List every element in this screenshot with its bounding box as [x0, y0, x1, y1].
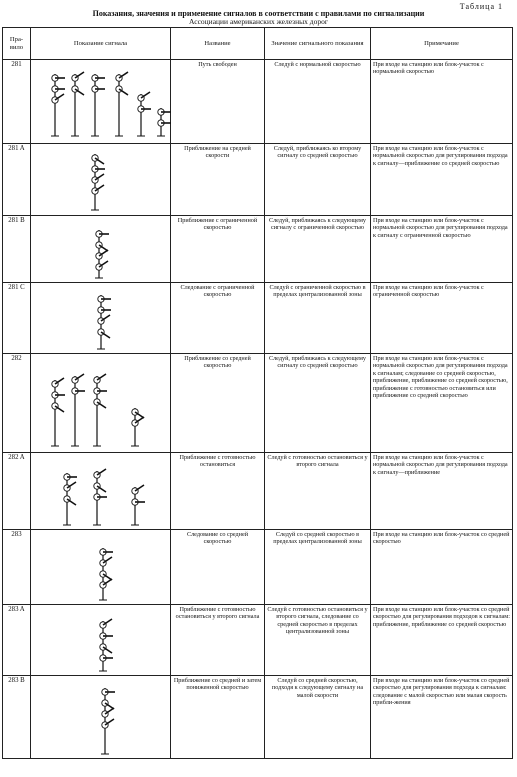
signal-diagram-icon — [31, 60, 171, 141]
signal-mast-icon — [91, 74, 105, 136]
signal-diagram-icon — [31, 676, 171, 756]
signal-mast-icon — [71, 72, 84, 136]
signal-mast-icon — [99, 548, 113, 600]
signal-mast-icon — [51, 378, 65, 446]
signal-aspect-drawing — [31, 453, 171, 530]
signal-note: При входе на станцию или блок-участок с нормальной скоростью для регулирования подхода к сигналу—приближение со средней скоростью — [371, 144, 513, 216]
signal-mast-icon — [51, 74, 65, 136]
table-row — [3, 605, 513, 676]
signal-mast-icon — [137, 92, 151, 136]
signal-mast-icon — [157, 108, 171, 136]
col-rule-header: Пра-вило — [3, 28, 31, 60]
signal-aspect-drawing — [31, 605, 171, 676]
signal-indication: Следуй со средней скоростью в пределах централизованной зоны — [265, 530, 371, 605]
signal-diagram-icon — [31, 144, 171, 213]
signal-note: При входе на станцию или блок-участок с нормальной скоростью — [371, 60, 513, 144]
signals-table — [2, 27, 513, 759]
signal-diagram-icon — [31, 453, 171, 527]
signal-aspect-drawing — [31, 530, 171, 605]
table-row — [3, 283, 513, 354]
col-aspect-header: Показание сигнала — [31, 28, 171, 60]
col-name-header: Название — [171, 28, 265, 60]
signal-indication: Следуй с готовностью остановиться у второго сигнала — [265, 453, 371, 530]
signal-aspect-drawing — [31, 216, 171, 283]
signal-note: При входе на станцию или блок-участок с нормальной скоростью для регулирования подхода к сигналу с ограниченной скоростью — [371, 216, 513, 283]
signal-diagram-icon — [31, 530, 171, 602]
signal-indication: Следуй со средней скоростью, подходя к следующему сигналу на малой скорости — [265, 676, 371, 759]
table-row — [3, 676, 513, 759]
rule-number: 282 — [3, 354, 31, 453]
signal-name: Путь свободен — [171, 60, 265, 144]
table-row — [3, 453, 513, 530]
col-note-header: Примечание — [371, 28, 513, 60]
signal-mast-icon — [63, 473, 77, 525]
signal-aspect-drawing — [31, 60, 171, 144]
signal-name: Приближение со средней скоростью — [171, 354, 265, 453]
table-row — [3, 144, 513, 216]
signal-indication: Следуй с готовностью остановиться у второго сигнала, следование со средней скоростью в пределах централизованной зоны — [265, 605, 371, 676]
signal-name: Приближение с ограниченной скоростью — [171, 216, 265, 283]
signal-aspect-drawing — [31, 354, 171, 453]
signal-diagram-icon — [31, 216, 171, 280]
signal-mast-icon — [95, 230, 109, 278]
table-title: Показания, значения и применение сигналов в соответствии с правилами по сигнализации — [92, 9, 425, 18]
rule-number: 283 B — [3, 676, 31, 759]
table-number: Таблица 1 — [459, 2, 503, 11]
signal-name: Следование со средней скоростью — [171, 530, 265, 605]
signal-note: При входе на станцию или блок-участок со средней скоростью для регулирования подходов к сигналам: приближение, приближение со средней скоростью — [371, 605, 513, 676]
signal-mast-icon — [93, 469, 107, 525]
signal-mast-icon — [131, 408, 144, 446]
table-row — [3, 216, 513, 283]
signal-note: При входе на станцию или блок-участок с нормальной скоростью для регулирования подхода к сигналу—приближение — [371, 453, 513, 530]
rule-number: 281 — [3, 60, 31, 144]
signal-note: При входе на станцию или блок-участок со средней скоростью — [371, 530, 513, 605]
signal-diagram-icon — [31, 354, 171, 450]
signal-note: При входе на станцию или блок-участок с ограниченной скоростью — [371, 283, 513, 354]
signal-aspect-drawing — [31, 283, 171, 354]
signal-name: Приближение со средней и затем пониженной скоростью — [171, 676, 265, 759]
signal-name: Приближение на средней скорости — [171, 144, 265, 216]
signal-indication: Следуй, приближаясь ко второму сигналу со средней скоростью — [265, 144, 371, 216]
rule-number: 281 C — [3, 283, 31, 354]
signal-note: При входе на станцию или блок-участок с нормальной скоростью для регулирования подхода к сигналам; следование со средней скоростью, приближение, приближение со средней скоростью, приближение с готовностью остановиться или приближение со средней скоростью — [371, 354, 513, 453]
table-row — [3, 60, 513, 144]
signal-mast-icon — [115, 72, 128, 136]
rule-number: 281 A — [3, 144, 31, 216]
table-row — [3, 354, 513, 453]
signal-indication: Следуй, приближаясь к следующему сигналу со средней скоростью — [265, 354, 371, 453]
signal-mast-icon — [97, 295, 111, 349]
signal-name: Приближение с готовностью остановиться — [171, 453, 265, 530]
signal-name: Приближение с готовностью остановиться у второго сигнала — [171, 605, 265, 676]
signal-indication: Следуй с нормальной скоростью — [265, 60, 371, 144]
signal-indication: Следуй с ограниченной скоростью в пределах централизованной зоны — [265, 283, 371, 354]
signal-diagram-icon — [31, 605, 171, 673]
signal-mast-icon — [131, 485, 145, 525]
signal-aspect-drawing — [31, 676, 171, 759]
signal-mast-icon — [101, 688, 115, 754]
signal-indication: Следуй, приближаясь к следующему сигналу с ограниченной скоростью — [265, 216, 371, 283]
rule-number: 281 B — [3, 216, 31, 283]
rule-number: 283 A — [3, 605, 31, 676]
signal-mast-icon — [99, 619, 113, 671]
col-indication-header: Значение сигнального показания — [265, 28, 371, 60]
signal-mast-icon — [71, 374, 85, 446]
signal-name: Следование с ограниченной скоростью — [171, 283, 265, 354]
rule-number: 282 A — [3, 453, 31, 530]
signal-mast-icon — [93, 374, 107, 446]
signal-aspect-drawing — [31, 144, 171, 216]
signal-note: При входе на станцию или блок-участок со средней скоростью для регулирования подхода к сигналам: следование с малой скоростью или малая скорость прибли-жения — [371, 676, 513, 759]
rule-number: 283 — [3, 530, 31, 605]
header-row — [3, 28, 513, 60]
table-subtitle: Ассоциации американских железных дорог — [189, 17, 328, 26]
table-row — [3, 530, 513, 605]
signal-mast-icon — [91, 154, 105, 210]
signal-diagram-icon — [31, 283, 171, 351]
